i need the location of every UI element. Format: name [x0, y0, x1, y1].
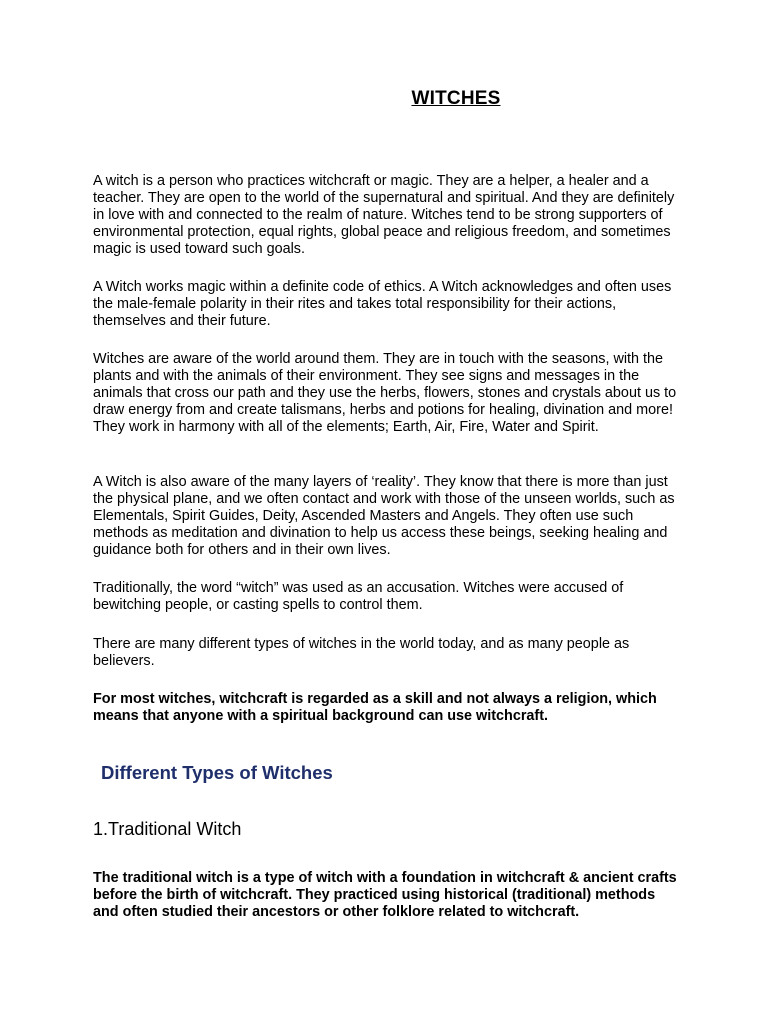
document-title: WITCHES	[411, 88, 501, 109]
paragraph-skill-bold: For most witches, witchcraft is regarded as a skill and not always a religion, which means that anyone with a spiritual background can use witchcraft.	[93, 691, 657, 724]
paragraph-definition: A witch is a person who practices witchcraft or magic. They are a helper, a healer and a teacher. They are open to the world of the supernatural and spiritual. And they are definitely in love with and connected to the realm of nature. Witches tend to be strong supporters of environmental protection, equal rights, global peace and religious freedom, and sometimes magic is used toward such goals.	[93, 173, 675, 257]
paragraph-ethics: A Witch works magic within a definite code of ethics. A Witch acknowledges and often uses the male-female polarity in their rites and takes total responsibility for their actions, themselves and their future.	[93, 279, 672, 329]
paragraph-types-intro: There are many different types of witches in the world today, and as many people as believers.	[93, 636, 630, 669]
paragraph-traditional-bold: The traditional witch is a type of witch with a foundation in witchcraft & ancient crafts before the birth of witchcraft. They practiced using historical (traditional) methods and often studied their ancestors or other folklore related to witchcraft.	[93, 870, 677, 920]
paragraph-reality: A Witch is also aware of the many layers of ‘reality’. They know that there is more than just the physical plane, and we often contact and work with those of the unseen worlds, such as Elementals, Spirit Guides, Deity, Ascended Masters and Angels. They often use such methods as meditation and divination to help us access these beings, seeking healing and guidance both for others and in their own lives.	[93, 474, 675, 558]
paragraph-accusation: Traditionally, the word “witch” was used as an accusation. Witches were accused of bewitching people, or casting spells to control them.	[93, 580, 624, 613]
sub-heading-traditional: 1.Traditional Witch	[93, 819, 242, 839]
section-heading-types: Different Types of Witches	[101, 762, 333, 783]
paragraph-nature: Witches are aware of the world around them. They are in touch with the seasons, with the plants and with the animals of their environment. They see signs and messages in the animals that cross our path and they use the herbs, flowers, stones and crystals about us to draw energy from and create talismans, herbs and potions for healing, divination and more! They work in harmony with all of the elements; Earth, Air, Fire, Water and Spirit.	[93, 351, 677, 435]
